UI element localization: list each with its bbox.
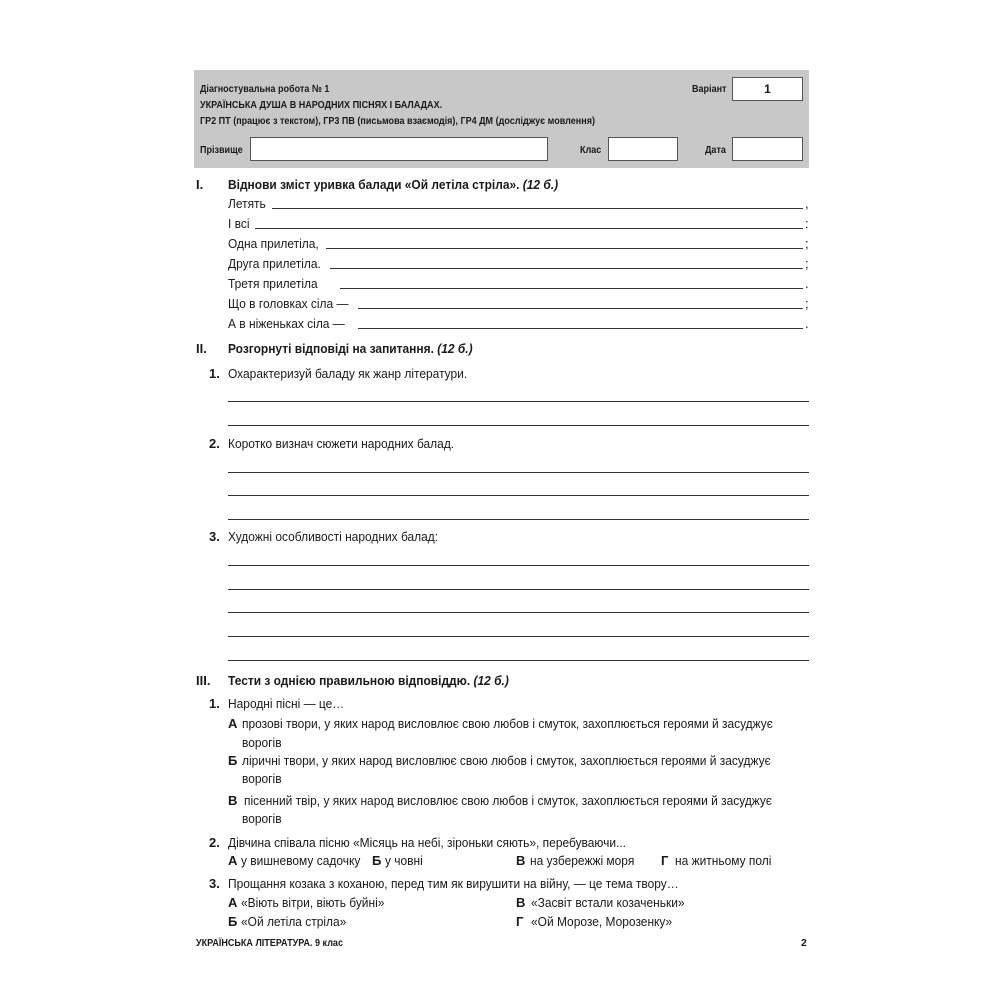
competency-codes: ГР2 ПТ (працює з текстом), ГР3 ПВ (письмова взаємодія), ГР4 ДМ (досліджує мовлення) bbox=[200, 115, 595, 127]
question-text: Охарактеризуй баладу як жанр літератури. bbox=[228, 366, 468, 381]
class-label: Клас bbox=[580, 144, 602, 156]
question-number: 1. bbox=[209, 366, 220, 381]
ballad-line-label: Летять bbox=[228, 196, 266, 211]
ballad-line-punct: : bbox=[805, 216, 809, 231]
test-question-text: Народні пісні — це… bbox=[228, 696, 345, 711]
test-question-text: Дівчина співала пісню «Місяць на небі, зіроньки сяють», перебуваючи... bbox=[228, 835, 627, 850]
answer-line[interactable] bbox=[228, 565, 809, 566]
surname-field[interactable] bbox=[250, 137, 548, 161]
test-question-number: 2. bbox=[209, 835, 220, 850]
question-number: 2. bbox=[209, 436, 220, 451]
ballad-line-blank[interactable] bbox=[340, 288, 803, 289]
date-field[interactable] bbox=[732, 137, 803, 161]
ballad-line-blank[interactable] bbox=[330, 268, 803, 269]
option-letter[interactable]: Г bbox=[516, 914, 524, 929]
work-title: Діагностувальна робота № 1 bbox=[200, 83, 330, 95]
topic-title: УКРАЇНСЬКА ДУША В НАРОДНИХ ПІСНЯХ І БАЛАДАХ. bbox=[200, 99, 443, 111]
answer-line[interactable] bbox=[228, 660, 809, 661]
ballad-line-blank[interactable] bbox=[358, 328, 803, 329]
surname-label: Прізвище bbox=[200, 144, 243, 156]
ballad-line-label: І всі bbox=[228, 216, 250, 231]
option-text[interactable]: «Ой Морозе, Морозенку» bbox=[531, 914, 673, 929]
question-text: Художні особливості народних балад: bbox=[228, 529, 439, 544]
section-2-title: Розгорнуті відповіді на запитання. (12 б.) bbox=[228, 341, 473, 356]
ballad-line-punct: . bbox=[805, 316, 809, 331]
option-text-cont: ворогів bbox=[242, 811, 282, 826]
ballad-line-punct: , bbox=[805, 196, 809, 211]
answer-line[interactable] bbox=[228, 589, 809, 590]
class-field[interactable] bbox=[608, 137, 678, 161]
ballad-line-label: А в ніженьках сіла — bbox=[228, 316, 345, 331]
answer-line[interactable] bbox=[228, 612, 809, 613]
option-text[interactable]: ліричні твори, у яких народ висловлює свою любов і смуток, захоплюється героями й засуджує bbox=[242, 753, 771, 768]
ballad-line-blank[interactable] bbox=[255, 228, 803, 229]
ballad-line-punct: ; bbox=[805, 236, 809, 251]
test-question-text: Прощання козака з коханою, перед тим як вирушити на війну, — це тема твору… bbox=[228, 876, 679, 891]
option-text[interactable]: на житньому полі bbox=[675, 853, 772, 868]
ballad-line-punct: ; bbox=[805, 296, 809, 311]
section-2-numeral: II. bbox=[196, 341, 207, 356]
ballad-line-label: Третя прилетіла bbox=[228, 276, 318, 291]
option-text[interactable]: у човні bbox=[385, 853, 423, 868]
option-letter[interactable]: В bbox=[516, 853, 526, 868]
variant-field[interactable]: 1 bbox=[732, 77, 803, 101]
ballad-line-blank[interactable] bbox=[358, 308, 803, 309]
option-text[interactable]: «Ой летіла стріла» bbox=[241, 914, 347, 929]
ballad-line-label: Одна прилетіла, bbox=[228, 236, 319, 251]
option-letter[interactable]: Б bbox=[372, 853, 382, 868]
option-letter[interactable]: А bbox=[228, 853, 238, 868]
option-text[interactable]: «Засвіт встали козаченьки» bbox=[531, 895, 685, 910]
option-letter[interactable]: В bbox=[516, 895, 526, 910]
answer-line[interactable] bbox=[228, 472, 809, 473]
answer-line[interactable] bbox=[228, 425, 809, 426]
option-letter[interactable]: В bbox=[228, 793, 238, 808]
section-3-numeral: III. bbox=[196, 673, 211, 688]
test-question-number: 3. bbox=[209, 876, 220, 891]
option-letter[interactable]: Г bbox=[661, 853, 669, 868]
option-text[interactable]: «Віють вітри, віють буйні» bbox=[241, 895, 385, 910]
answer-line[interactable] bbox=[228, 495, 809, 496]
worksheet-header bbox=[194, 70, 809, 168]
option-letter[interactable]: Б bbox=[228, 753, 238, 768]
option-letter[interactable]: А bbox=[228, 716, 238, 731]
option-text[interactable]: прозові твори, у яких народ висловлює свою любов і смуток, захоплюється героями й засуджує bbox=[242, 716, 773, 731]
section-3-title: Тести з однією правильною відповіддю. (12 б.) bbox=[228, 673, 509, 688]
option-text-cont: ворогів bbox=[242, 735, 282, 750]
section-1-title: Віднови зміст уривка балади «Ой летіла стріла». (12 б.) bbox=[228, 177, 559, 192]
test-question-number: 1. bbox=[209, 696, 220, 711]
footer-subject: УКРАЇНСЬКА ЛІТЕРАТУРА. 9 клас bbox=[196, 937, 343, 949]
option-text[interactable]: у вишневому садочку bbox=[241, 853, 361, 868]
option-text[interactable]: на узбережжі моря bbox=[530, 853, 635, 868]
question-number: 3. bbox=[209, 529, 220, 544]
answer-line[interactable] bbox=[228, 636, 809, 637]
option-text[interactable]: пісенний твір, у яких народ висловлює свою любов і смуток, захоплюється героями й засуджує bbox=[244, 793, 773, 808]
ballad-line-blank[interactable] bbox=[326, 248, 803, 249]
section-1-numeral: I. bbox=[196, 177, 204, 192]
ballad-line-punct: ; bbox=[805, 256, 809, 271]
answer-line[interactable] bbox=[228, 519, 809, 520]
answer-line[interactable] bbox=[228, 401, 809, 402]
option-letter[interactable]: Б bbox=[228, 914, 238, 929]
ballad-line-punct: . bbox=[805, 276, 809, 291]
question-text: Коротко визнач сюжети народних балад. bbox=[228, 436, 455, 451]
ballad-line-label: Що в головках сіла — bbox=[228, 296, 349, 311]
ballad-line-label: Друга прилетіла. bbox=[228, 256, 321, 271]
ballad-line-blank[interactable] bbox=[272, 208, 803, 209]
page-number: 2 bbox=[801, 937, 807, 949]
date-label: Дата bbox=[705, 144, 726, 156]
option-text-cont: ворогів bbox=[242, 771, 282, 786]
variant-label: Варіант bbox=[692, 83, 727, 95]
option-letter[interactable]: А bbox=[228, 895, 238, 910]
